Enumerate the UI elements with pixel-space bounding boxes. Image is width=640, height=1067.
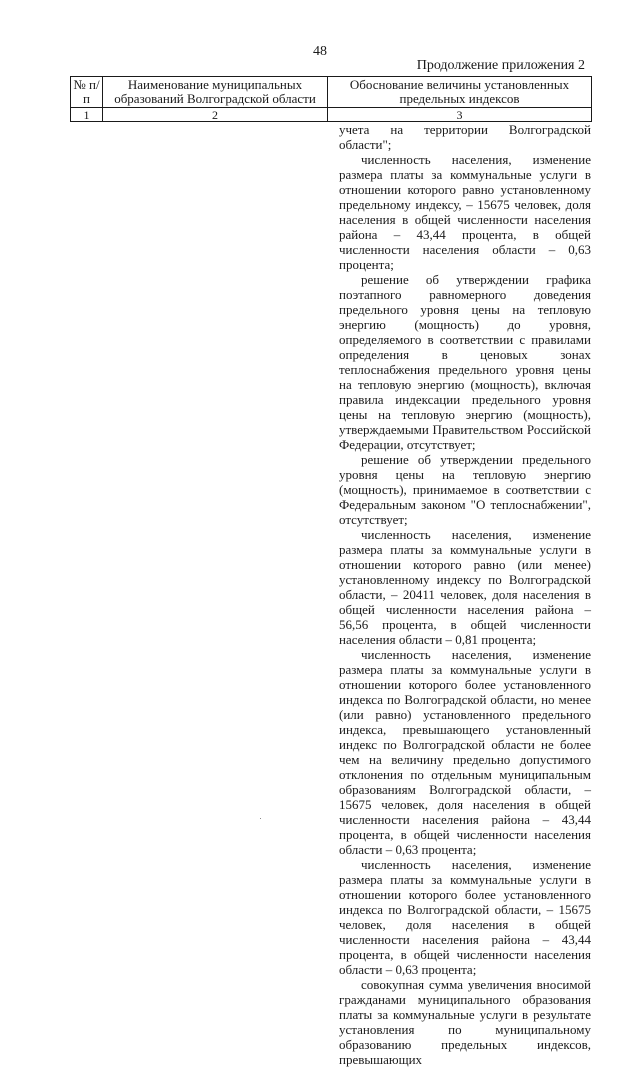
paragraph: решение об утверждении графика поэтапного равномерного доведения предельного уровня цены на тепловую энергию (мощность) до уровня, определяемого в соответствии с правилами определения в ценовых зонах теплоснабжения предельного уровня цены на тепловую энергию (мощность), включая правила индексации предельного уровня цены на тепловую энергию (мощность), утверждаемыми Правительством Российской Федерации, отсутствует; — [339, 272, 591, 452]
paragraph: численность населения, изменение размера платы за коммунальные услуги в отношении которого равно установленному предельному индексу, – 15675 человек, доля населения в общей численности населения района – 43,44 процента, в общей численности населения области – 0,63 процента; — [339, 152, 591, 272]
column-number: 3 — [328, 108, 592, 122]
column-number-row — [71, 108, 592, 122]
justification-text — [339, 122, 591, 1067]
paragraph: учета на территории Волгоградской области"; — [339, 122, 591, 152]
paragraph: численность населения, изменение размера платы за коммунальные услуги в отношении которого более установленного индекса по Волгоградской области, – 15675 человек, доля населения в общей численности населения района – 43,44 процента, в общей численности населения области – 0,63 процента; — [339, 857, 591, 977]
table-header-row — [71, 77, 592, 108]
column-number: 2 — [103, 108, 328, 122]
continuation-label: Продолжение приложения 2 — [416, 58, 585, 73]
header-municipality: Наименование муниципальных образований Волгоградской области — [103, 77, 328, 108]
paragraph: численность населения, изменение размера платы за коммунальные услуги в отношении которого более установленного индекса по Волгоградской области, но менее (или равно) установленного предельного индекса, превышающего установленный индекс по Волгоградской области не более чем на величину предельно допустимого отклонения по отдельным муниципальным образованиям Волгоградской области, – 15675 человек, доля населения в общей численности населения района – 43,44 процента, в общей численности населения области – 0,63 процента; — [339, 647, 591, 857]
paragraph: совокупная сумма увеличения вносимой гражданами муниципального образования платы за коммунальные услуги в результате установления по муниципальному образованию предельных индексов, превышающих — [339, 977, 591, 1067]
paragraph: решение об утверждении предельного уровня цены на тепловую энергию (мощность), принимаемое в соответствии с Федеральным законом "О теплоснабжении", отсутствует; — [339, 452, 591, 527]
paragraph: численность населения, изменение размера платы за коммунальные услуги в отношении которого равно (или менее) установленному индексу по Волгоградской области, – 20411 человек, доля населения в общей численности населения района – 56,56 процента, в общей численности населения области – 0,81 процента; — [339, 527, 591, 647]
appendix-table — [70, 76, 592, 122]
column-number: 1 — [71, 108, 103, 122]
header-justification: Обоснование величины установленных предельных индексов — [328, 77, 592, 108]
page-number: 48 — [313, 44, 327, 59]
header-number: № п/п — [71, 77, 103, 108]
scan-artifact — [260, 818, 261, 819]
